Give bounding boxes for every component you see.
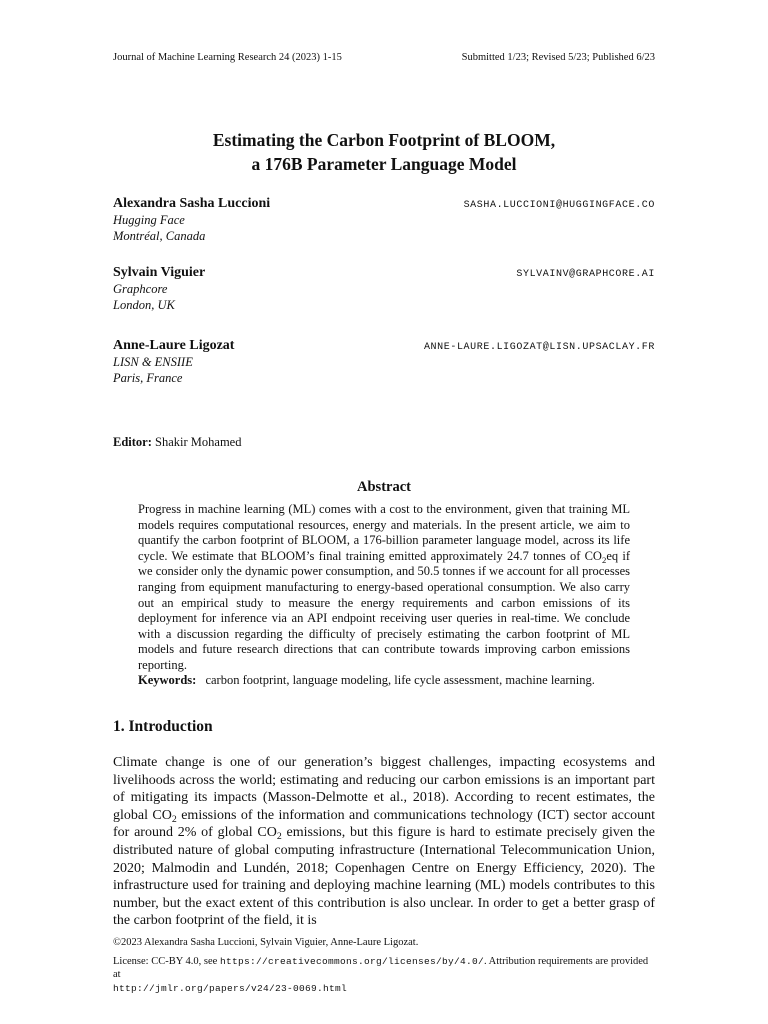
abstract-heading: Abstract [357, 479, 411, 495]
keywords-line [138, 673, 638, 688]
intro-text-part-2: emissions of the information and communications technology (ICT) sector account for around 2% of global CO [113, 807, 655, 841]
author-affiliation: Graphcore [113, 282, 168, 296]
author-location: London, UK [113, 298, 175, 312]
editor-label: Editor: [113, 435, 152, 449]
author-affiliation: LISN & ENSIIE [113, 355, 193, 369]
abstract-text [138, 502, 630, 674]
editor-name: Shakir Mohamed [155, 435, 242, 449]
section-heading: 1. Introduction [113, 718, 213, 735]
author-email[interactable]: SYLVAINV@GRAPHCORE.AI [516, 269, 655, 280]
intro-subscript-1: 2 [171, 813, 177, 825]
editor-line [113, 435, 241, 450]
submission-dates: Submitted 1/23; Revised 5/23; Published 6/23 [461, 52, 655, 63]
running-head [113, 52, 655, 63]
license-link[interactable]: https://creativecommons.org/licenses/by/4.0/ [219, 955, 484, 967]
license-prefix: License: CC-BY 4.0, see [113, 955, 220, 967]
title-line-2: a 176B Parameter Language Model [251, 154, 517, 174]
intro-text-part-1: Climate change is one of our generation’s biggest challenges, impacting ecosystems and livelihoods across the world; estimating and reducing our carbon emissions is an important part of mitigating its impacts (Masson-Delmotte et al., 2018). According to recent estimates, the global CO [113, 755, 655, 823]
author-name: Sylvain Viguier [113, 265, 206, 280]
license-mid: . Attribution requirements are provided at [113, 955, 649, 980]
abstract-text-part-2: eq if we consider only the dynamic power consumption, and 50.5 tonnes if we account for all processes ranging from equipment manufacturing to energy-based operational consumption. We also carry out an empirical study to measure the energy requirements and carbon emissions of its deployment for inference via an API endpoint receiving user queries in real-time. We conclude with a discussion regarding the difficulty of precisely estimating the carbon footprint of ML models and future research directions that can contribute towards improving carbon emissions reporting. [138, 548, 631, 672]
keywords-text: carbon footprint, language modeling, life cycle assessment, machine learning. [205, 673, 595, 687]
footnote [113, 936, 658, 995]
author-email[interactable]: ANNE-LAURE.LIGOZAT@LISN.UPSACLAY.FR [423, 342, 655, 353]
author-name: Alexandra Sasha Luccioni [113, 196, 271, 211]
author-location: Paris, France [113, 371, 183, 385]
keywords-label: Keywords: [138, 673, 197, 687]
abstract-text-part-1: Progress in machine learning (ML) comes with a cost to the environment, given that training ML models requires computational resources, energy and materials. In the present article, we aim to quantify the carbon footprint of BLOOM, a 176-billion parameter language model, across its life cycle. We estimate that BLOOM’s final training emitted approximately 24.7 tonnes of CO [138, 502, 630, 563]
copyright-notice: ©2023 Alexandra Sasha Luccioni, Sylvain Viguier, Anne-Laure Ligozat. [113, 937, 419, 948]
paper-title [60, 128, 708, 176]
author-email[interactable]: SASHA.LUCCIONI@HUGGINGFACE.CO [463, 200, 655, 211]
journal-citation: Journal of Machine Learning Research 24 (2023) 1-15 [113, 52, 342, 63]
author-block [113, 265, 655, 313]
paper-link[interactable]: http://jmlr.org/papers/v24/23-0069.html [113, 982, 348, 994]
author-block [113, 338, 655, 386]
title-line-1: Estimating the Carbon Footprint of BLOOM, [212, 130, 556, 150]
author-name: Anne-Laure Ligozat [113, 338, 235, 353]
intro-subscript-2: 2 [276, 831, 282, 843]
author-location: Montréal, Canada [113, 229, 206, 243]
introduction-paragraph [113, 754, 655, 930]
author-affiliation: Hugging Face [113, 213, 185, 227]
intro-text-part-3: emissions, but this figure is hard to estimate precisely given the distributed nature of global computing infrastructure (International Telecommunication Union, 2020; Malmodin and Lundén, 2018; Copenhagen Centre on Energy Efficiency, 2020). The infrastructure used for training and deploying machine learning (ML) models contributes to this number, but the exact extent of this contribution is also unclear. In order to get a better grasp of the carbon footprint of the field, it is [113, 825, 655, 929]
abstract-subscript: 2 [601, 554, 607, 565]
license-notice [113, 955, 658, 982]
author-block [113, 196, 655, 244]
